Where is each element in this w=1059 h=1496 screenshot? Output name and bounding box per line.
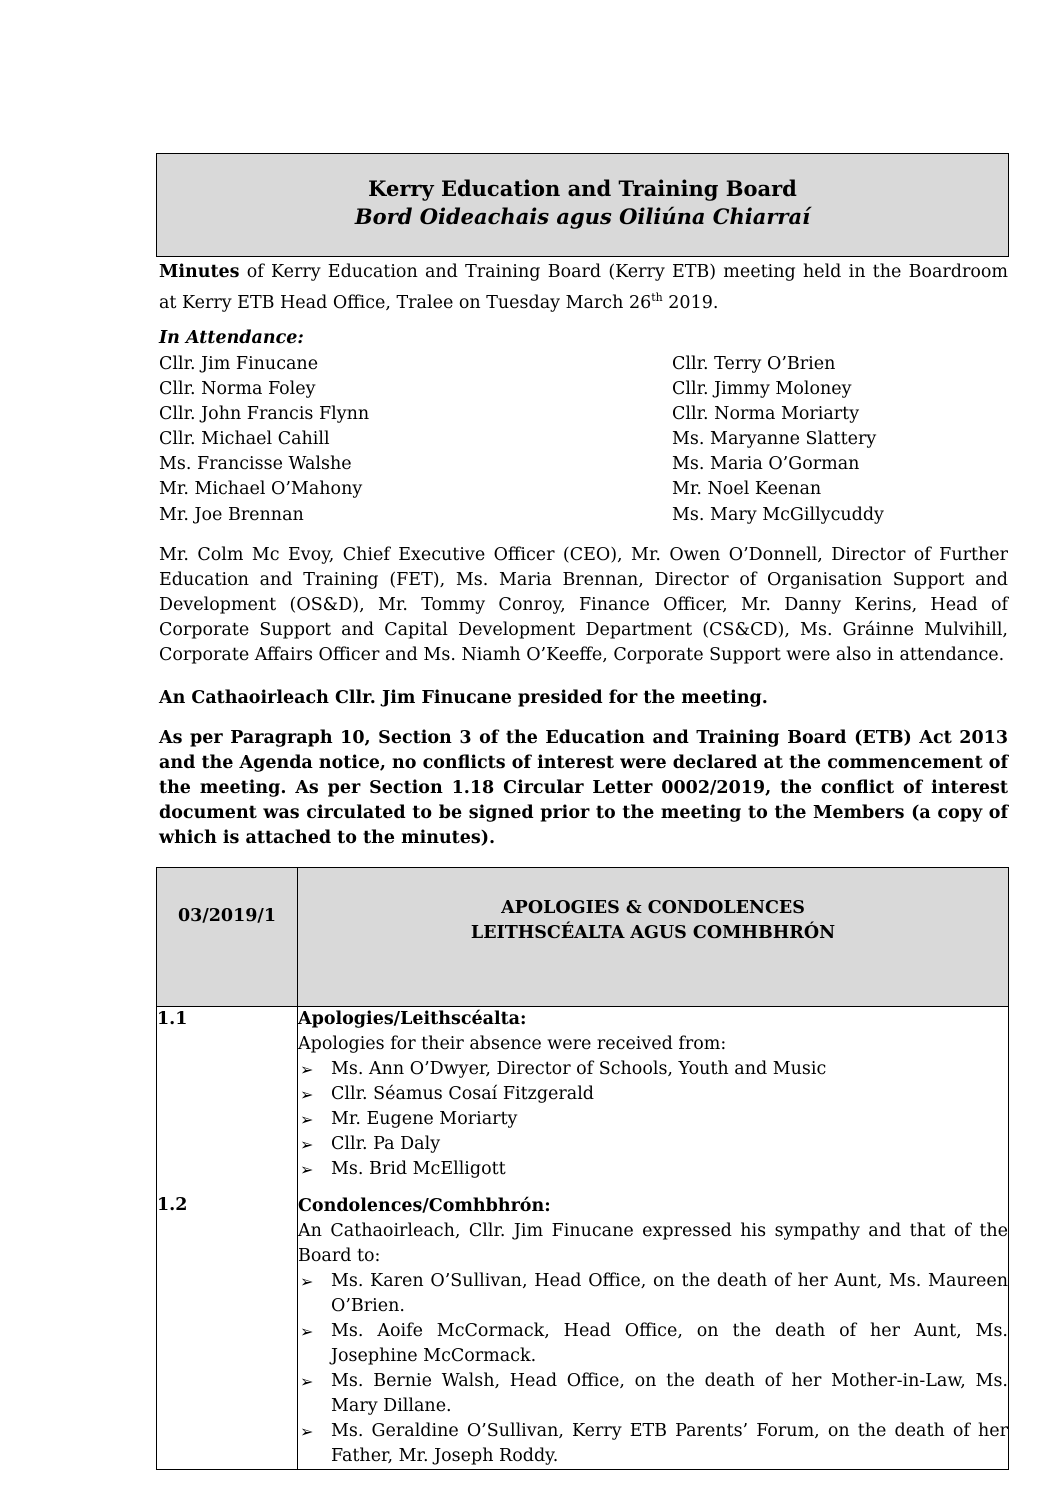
attendee: Cllr. Jim Finucane <box>159 354 319 374</box>
list-item-text: Ms. Geraldine O’Sullivan, Kerry ETB Parents’ Forum, on the death of her Father, Mr. Joseph Roddy. <box>331 1421 1008 1466</box>
section-intro: Apologies for their absence were received from: <box>298 1034 727 1054</box>
list-item-text: Ms. Karen O’Sullivan, Head Office, on the death of her Aunt, Ms. Maureen O’Brien. <box>331 1271 1008 1316</box>
list-item <box>298 1419 1008 1469</box>
section-intro: An Cathaoirleach, Cllr. Jim Finucane expressed his sympathy and that of the Board to: <box>298 1221 1008 1266</box>
arrow-bullet-icon: ➢ <box>300 1322 314 1341</box>
list-item-text: Ms. Brid McElligott <box>331 1159 506 1179</box>
attendee: Mr. Joe Brennan <box>159 504 304 525</box>
attendee: Cllr. Jimmy Moloney <box>672 379 852 400</box>
arrow-bullet-icon: ➢ <box>300 1372 314 1391</box>
attendee: Cllr. Terry O’Brien <box>672 354 836 374</box>
intro-text-end: 2019. <box>662 292 719 313</box>
staff-paragraph: Mr. Colm Mc Evoy, Chief Executive Officer (CEO), Mr. Owen O’Donnell, Director of Further Education and Training (FET), Ms. Maria Brennan, Director of Organisation Support and Development (OS&D), Mr. Tommy Conroy, Finance Officer, Mr. Danny Kerins, Head of Corporate Support and Capital Development Department (CS&CD), Ms. Gráinne Mulvihill, Corporate Affairs Officer and Ms. Niamh O’Keeffe, Corporate Support were also in attendance. <box>159 545 1008 665</box>
section-title: Apologies/Leithscéalta: <box>298 1009 527 1029</box>
list-item <box>298 1269 1008 1319</box>
list-item <box>298 1157 1008 1182</box>
attendee: Ms. Francisse Walshe <box>159 454 352 475</box>
attendee: Ms. Maryanne Slattery <box>672 429 877 450</box>
agenda-body-row <box>157 1007 1009 1470</box>
agenda-table <box>156 867 1009 1470</box>
list-item-text: Mr. Eugene Moriarty <box>331 1109 518 1129</box>
attendee: Cllr. Michael Cahill <box>159 429 330 450</box>
agenda-title-english: APOLOGIES & CONDOLENCES <box>501 898 805 918</box>
arrow-bullet-icon: ➢ <box>300 1085 314 1104</box>
list-item <box>298 1369 1008 1419</box>
arrow-bullet-icon: ➢ <box>300 1272 314 1291</box>
attendance-list-right <box>672 352 884 528</box>
attendee: Cllr. John Francis Flynn <box>159 404 370 425</box>
list-item <box>298 1319 1008 1369</box>
arrow-bullet-icon: ➢ <box>300 1160 314 1179</box>
section-content <box>298 1007 1009 1470</box>
section-number: 1.2 <box>157 1195 188 1215</box>
presided-statement: An Cathaoirleach Cllr. Jim Finucane presided for the meeting. <box>159 688 768 708</box>
agenda-title-irish: LEITHSCÉALTA AGUS COMHBHRÓN <box>470 923 836 943</box>
attendance-list-left <box>159 352 369 528</box>
apologies-list <box>298 1057 1008 1182</box>
intro-paragraph <box>159 260 1008 316</box>
intro-superscript: th <box>651 291 663 304</box>
attendee: Cllr. Norma Moriarty <box>672 404 860 425</box>
list-item <box>298 1107 1008 1132</box>
agenda-header-row <box>157 868 1009 1007</box>
agenda-item-title <box>298 868 1009 1007</box>
condolences-list <box>298 1269 1008 1469</box>
list-item-text: Ms. Aoife McCormack, Head Office, on the death of her Aunt, Ms. Josephine McCormack. <box>331 1321 1008 1366</box>
list-item-text: Ms. Bernie Walsh, Head Office, on the death of her Mother-in-Law, Ms. Mary Dillane. <box>331 1371 1008 1416</box>
attendee: Mr. Michael O’Mahony <box>159 479 363 500</box>
arrow-bullet-icon: ➢ <box>300 1135 314 1154</box>
attendee: Cllr. Norma Foley <box>159 379 316 400</box>
board-title: Kerry Education and Training Board <box>368 176 797 201</box>
attendee: Mr. Noel Keenan <box>672 479 822 500</box>
conflicts-paragraph: As per Paragraph 10, Section 3 of the Education and Training Board (ETB) Act 2013 and the Agenda notice, no conflicts of interest were declared at the commencement of the meeting. As per Section 1.18 Circular Letter 0002/2019, the conflict of interest document was circulated to be signed prior to the meeting to the Members (a copy of which is attached to the minutes). <box>159 728 1008 848</box>
section-numbers <box>157 1007 298 1470</box>
list-item-text: Cllr. Séamus Cosaí Fitzgerald <box>331 1084 594 1104</box>
arrow-bullet-icon: ➢ <box>300 1060 314 1079</box>
title-box <box>156 153 1009 257</box>
attendee: Ms. Maria O’Gorman <box>672 454 860 475</box>
intro-text: of Kerry Education and Training Board (Kerry ETB) meeting held in the Boardroom at Kerry ETB Head Office, Tralee on Tuesday March 26 <box>159 262 1008 313</box>
section-title: Condolences/Comhbhrón: <box>298 1196 551 1216</box>
arrow-bullet-icon: ➢ <box>300 1422 314 1441</box>
arrow-bullet-icon: ➢ <box>300 1110 314 1129</box>
board-title-irish: Bord Oideachais agus Oiliúna Chiarraí <box>354 204 811 229</box>
section-number: 1.1 <box>157 1009 188 1029</box>
intro-lead: Minutes <box>159 262 240 282</box>
list-item <box>298 1132 1008 1157</box>
attendee: Ms. Mary McGillycuddy <box>672 504 884 525</box>
list-item <box>298 1057 1008 1082</box>
attendance-heading: In Attendance: <box>159 328 304 348</box>
list-item-text: Ms. Ann O’Dwyer, Director of Schools, Youth and Music <box>331 1059 827 1079</box>
agenda-item-number: 03/2019/1 <box>157 868 298 1007</box>
list-item-text: Cllr. Pa Daly <box>331 1134 441 1154</box>
list-item <box>298 1082 1008 1107</box>
